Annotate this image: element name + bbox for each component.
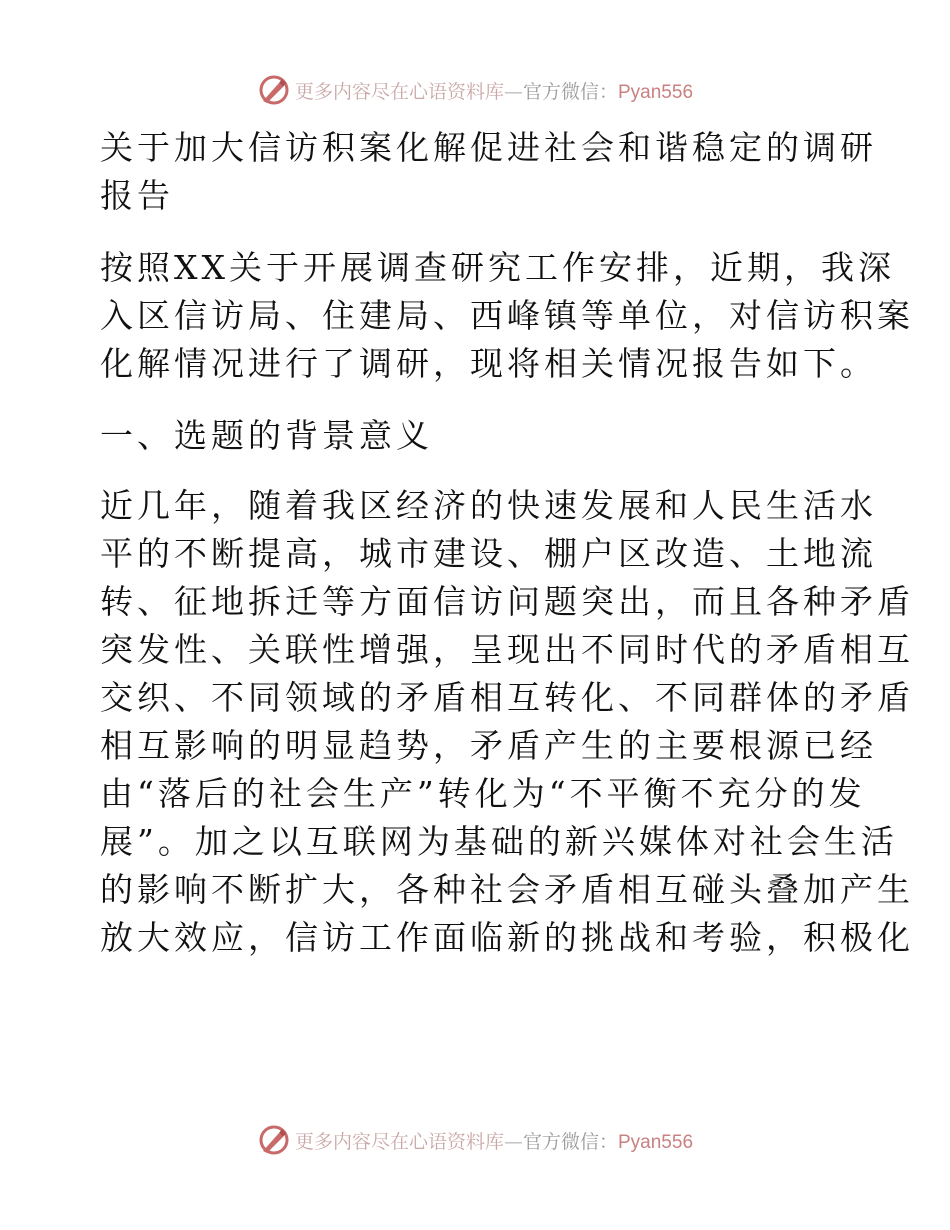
watermark-separator: — bbox=[503, 1130, 523, 1153]
paragraph-line: 相互影响的明显趋势，矛盾产生的主要根源已经 bbox=[100, 726, 877, 765]
watermark-brand: 更多内容尽在心语资料库 bbox=[294, 80, 504, 103]
footer-watermark bbox=[0, 1120, 950, 1160]
paragraph-line: 由“落后的社会生产”转化为“不平衡不充分的发 bbox=[100, 774, 866, 813]
watermark-label: 官方微信： bbox=[522, 1130, 618, 1153]
watermark-label: 官方微信： bbox=[522, 80, 618, 103]
paragraph-line: 平的不断提高，城市建设、棚户区改造、土地流 bbox=[100, 534, 877, 573]
section-heading-text: 一、选题的背景意义 bbox=[100, 416, 433, 455]
document-title bbox=[100, 124, 877, 220]
document-body bbox=[100, 124, 914, 962]
paragraph-line: 放大效应，信访工作面临新的挑战和考验，积极化 bbox=[100, 918, 914, 957]
pen-logo-icon bbox=[257, 1123, 291, 1157]
paragraph-line: 突发性、关联性增强，呈现出不同时代的矛盾相互 bbox=[100, 630, 914, 669]
intro-paragraph bbox=[100, 244, 914, 388]
watermark-id: Pyan556 bbox=[618, 81, 694, 103]
paragraph-line: 入区信访局、住建局、西峰镇等单位，对信访积案 bbox=[100, 296, 914, 335]
section1-paragraph bbox=[100, 482, 914, 962]
watermark-separator: — bbox=[503, 80, 523, 103]
watermark-id: Pyan556 bbox=[618, 1131, 694, 1153]
pen-logo-icon bbox=[257, 73, 291, 107]
paragraph-line: 近几年，随着我区经济的快速发展和人民生活水 bbox=[100, 486, 877, 525]
paragraph-line: 按照XX关于开展调查研究工作安排，近期，我深 bbox=[100, 248, 895, 287]
header-watermark bbox=[0, 70, 950, 110]
paragraph-line: 转、征地拆迁等方面信访问题突出，而且各种矛盾 bbox=[100, 582, 914, 621]
watermark-text bbox=[295, 1127, 693, 1154]
title-line: 报告 bbox=[100, 176, 174, 215]
paragraph-line: 展”。加之以互联网为基础的新兴媒体对社会生活 bbox=[100, 822, 898, 861]
title-line: 关于加大信访积案化解促进社会和谐稳定的调研 bbox=[100, 128, 877, 167]
section-heading bbox=[100, 412, 852, 460]
watermark-brand: 更多内容尽在心语资料库 bbox=[294, 1130, 504, 1153]
paragraph-line: 化解情况进行了调研，现将相关情况报告如下。 bbox=[100, 344, 877, 383]
paragraph-line: 的影响不断扩大，各种社会矛盾相互碰头叠加产生 bbox=[100, 870, 914, 909]
watermark-text bbox=[295, 77, 693, 104]
paragraph-line: 交织、不同领域的矛盾相互转化、不同群体的矛盾 bbox=[100, 678, 914, 717]
